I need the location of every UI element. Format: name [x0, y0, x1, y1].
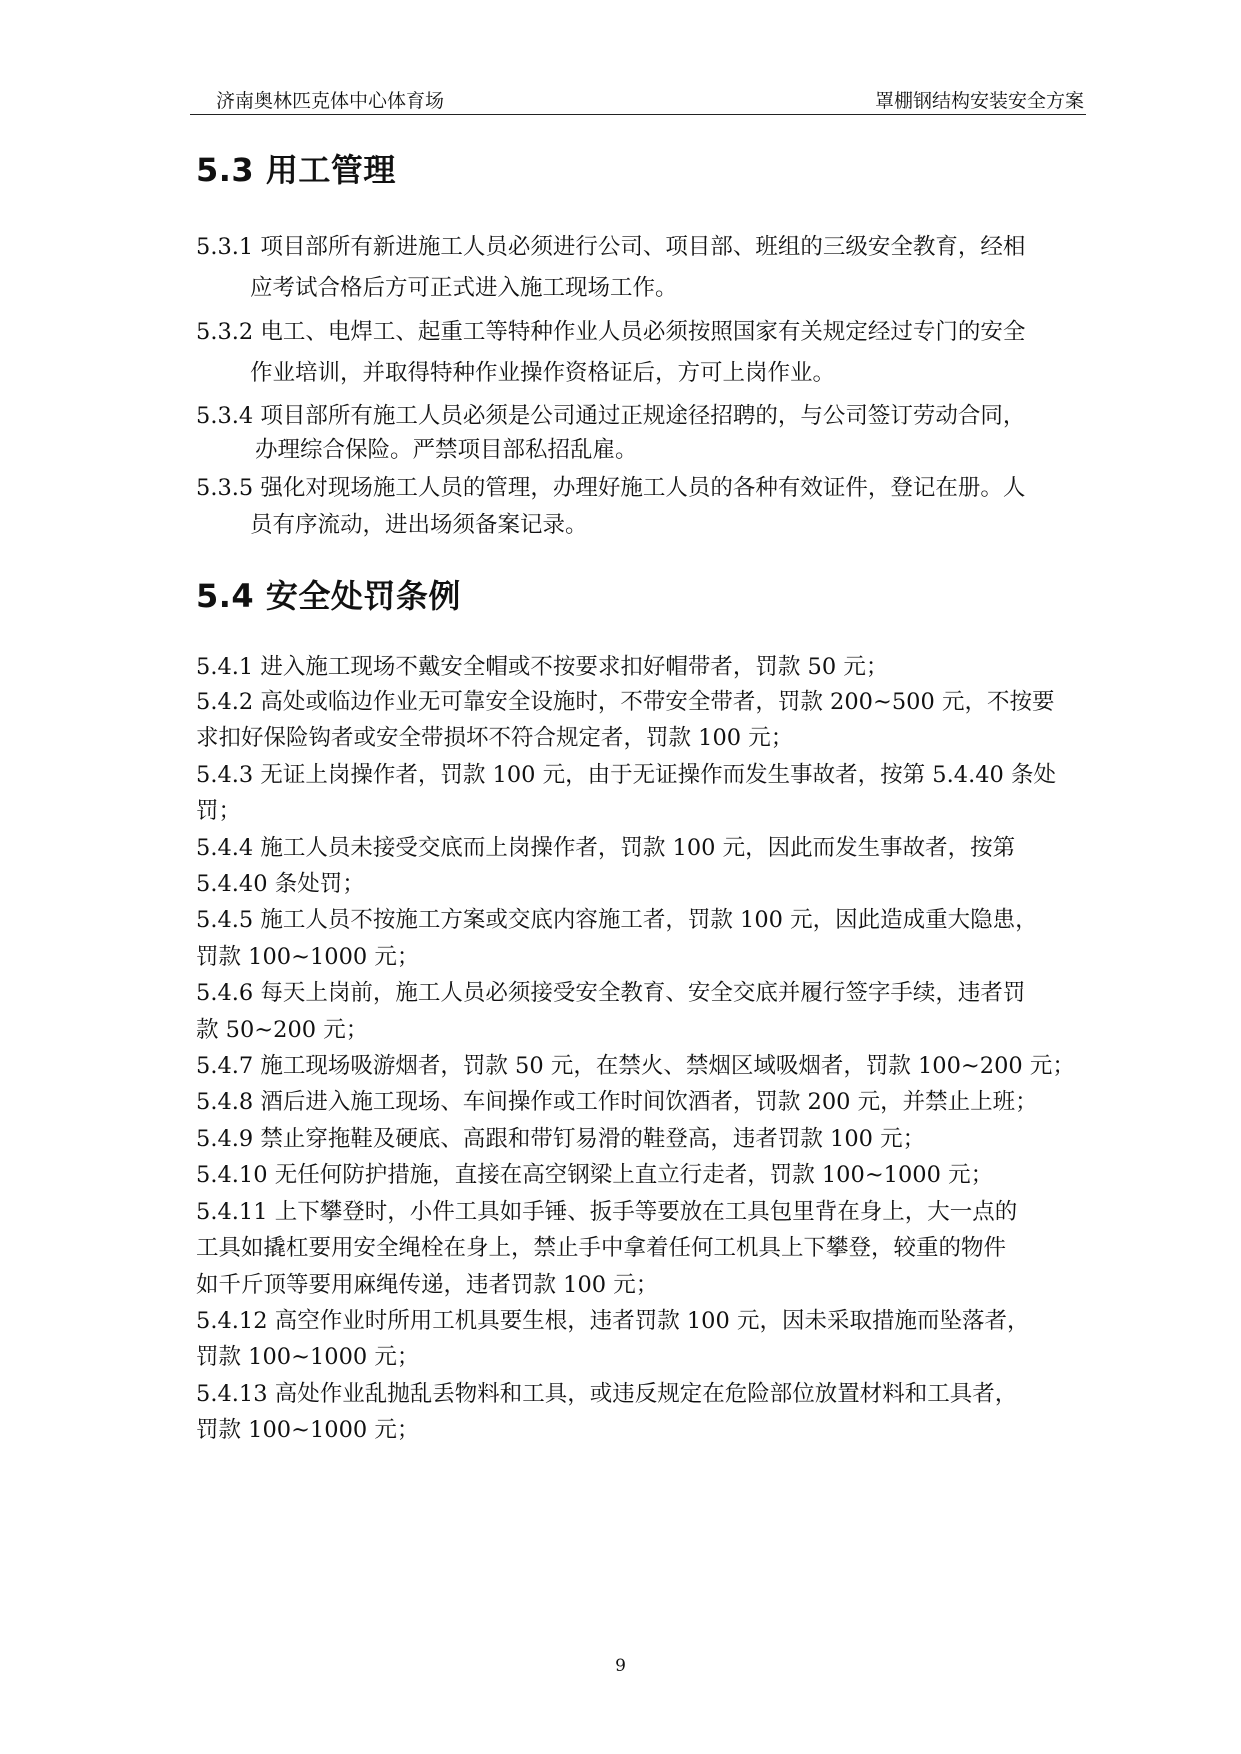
clause-5-4-11-cont-1: 工具如撬杠要用安全绳栓在身上，禁止手中拿着任何工机具上下攀登，较重的物件 — [196, 1235, 1007, 1261]
clause-5-4-3-cont: 罚； — [196, 798, 242, 824]
clause-5-4-1: 5.4.1 进入施工现场不戴安全帽或不按要求扣好帽带者，罚款 50 元； — [196, 654, 889, 680]
clause-5-4-5-cont: 罚款 100~1000 元； — [196, 944, 420, 970]
header-document-title: 罩棚钢结构安装安全方案 — [874, 90, 1084, 112]
section-heading-5-4: 5.4 安全处罚条例 — [196, 577, 461, 615]
page-header — [190, 86, 1086, 115]
header-project-name: 济南奥林匹克体中心体育场 — [216, 90, 445, 112]
clause-5-4-11: 5.4.11 上下攀登时，小件工具如手锤、扳手等要放在工具包里背在身上，大一点的 — [196, 1199, 1018, 1225]
clause-5-3-1: 5.3.1 项目部所有新进施工人员必须进行公司、项目部、班组的三级安全教育，经相 — [196, 234, 1026, 260]
clause-5-4-10: 5.4.10 无任何防护措施，直接在高空钢梁上直立行走者，罚款 100~1000 元； — [196, 1162, 994, 1188]
clause-5-4-7: 5.4.7 施工现场吸游烟者，罚款 50 元，在禁火、禁烟区域吸烟者，罚款 100~200 元； — [196, 1053, 1075, 1079]
clause-5-4-2-cont: 求扣好保险钩者或安全带损坏不符合规定者，罚款 100 元； — [196, 725, 794, 751]
clause-5-4-4: 5.4.4 施工人员未接受交底而上岗操作者，罚款 100 元，因此而发生事故者，按第 — [196, 835, 1016, 861]
clause-5-4-4-cont: 5.4.40 条处罚； — [196, 871, 365, 897]
clause-5-4-12-cont: 罚款 100~1000 元； — [196, 1344, 420, 1370]
page-number: 9 — [615, 1656, 626, 1676]
clause-5-4-8: 5.4.8 酒后进入施工现场、车间操作或工作时间饮酒者，罚款 200 元，并禁止上班； — [196, 1089, 1038, 1115]
clause-5-4-6: 5.4.6 每天上岗前，施工人员必须接受安全教育、安全交底并履行签字手续，违者罚 — [196, 980, 1026, 1006]
clause-5-4-6-cont: 款 50~200 元； — [196, 1017, 369, 1043]
clause-5-4-2: 5.4.2 高处或临边作业无可靠安全设施时，不带安全带者，罚款 200~500 元，不按要 — [196, 689, 1055, 715]
clause-5-4-9: 5.4.9 禁止穿拖鞋及硬底、高跟和带钉易滑的鞋登高，违者罚款 100 元； — [196, 1126, 926, 1152]
clause-5-4-11-cont-2: 如千斤顶等要用麻绳传递，违者罚款 100 元； — [196, 1272, 659, 1298]
clause-5-4-12: 5.4.12 高空作业时所用工机具要生根，违者罚款 100 元，因未采取措施而坠落者， — [196, 1308, 1030, 1334]
clause-5-3-1-cont: 应考试合格后方可正式进入施工现场工作。 — [250, 275, 678, 301]
clause-5-4-13-cont: 罚款 100~1000 元； — [196, 1417, 420, 1443]
clause-5-4-5: 5.4.5 施工人员不按施工方案或交底内容施工者，罚款 100 元，因此造成重大隐患， — [196, 907, 1038, 933]
clause-5-4-3: 5.4.3 无证上岗操作者，罚款 100 元，由于无证操作而发生事故者，按第 5.4.40 条处 — [196, 762, 1057, 788]
clause-5-3-4-cont: 办理综合保险。严禁项目部私招乱雇。 — [255, 437, 638, 463]
clause-5-3-5-cont: 员有序流动，进出场须备案记录。 — [250, 512, 588, 538]
section-heading-5-3: 5.3 用工管理 — [196, 151, 396, 189]
clause-5-4-13: 5.4.13 高处作业乱抛乱丢物料和工具，或违反规定在危险部位放置材料和工具者， — [196, 1381, 1018, 1407]
clause-5-3-4: 5.3.4 项目部所有施工人员必须是公司通过正规途径招聘的，与公司签订劳动合同， — [196, 403, 1026, 429]
clause-5-3-5: 5.3.5 强化对现场施工人员的管理，办理好施工人员的各种有效证件，登记在册。人 — [196, 475, 1026, 501]
clause-5-3-2-cont: 作业培训，并取得特种作业操作资格证后，方可上岗作业。 — [250, 360, 836, 386]
clause-5-3-2: 5.3.2 电工、电焊工、起重工等特种作业人员必须按照国家有关规定经过专门的安全 — [196, 319, 1026, 345]
